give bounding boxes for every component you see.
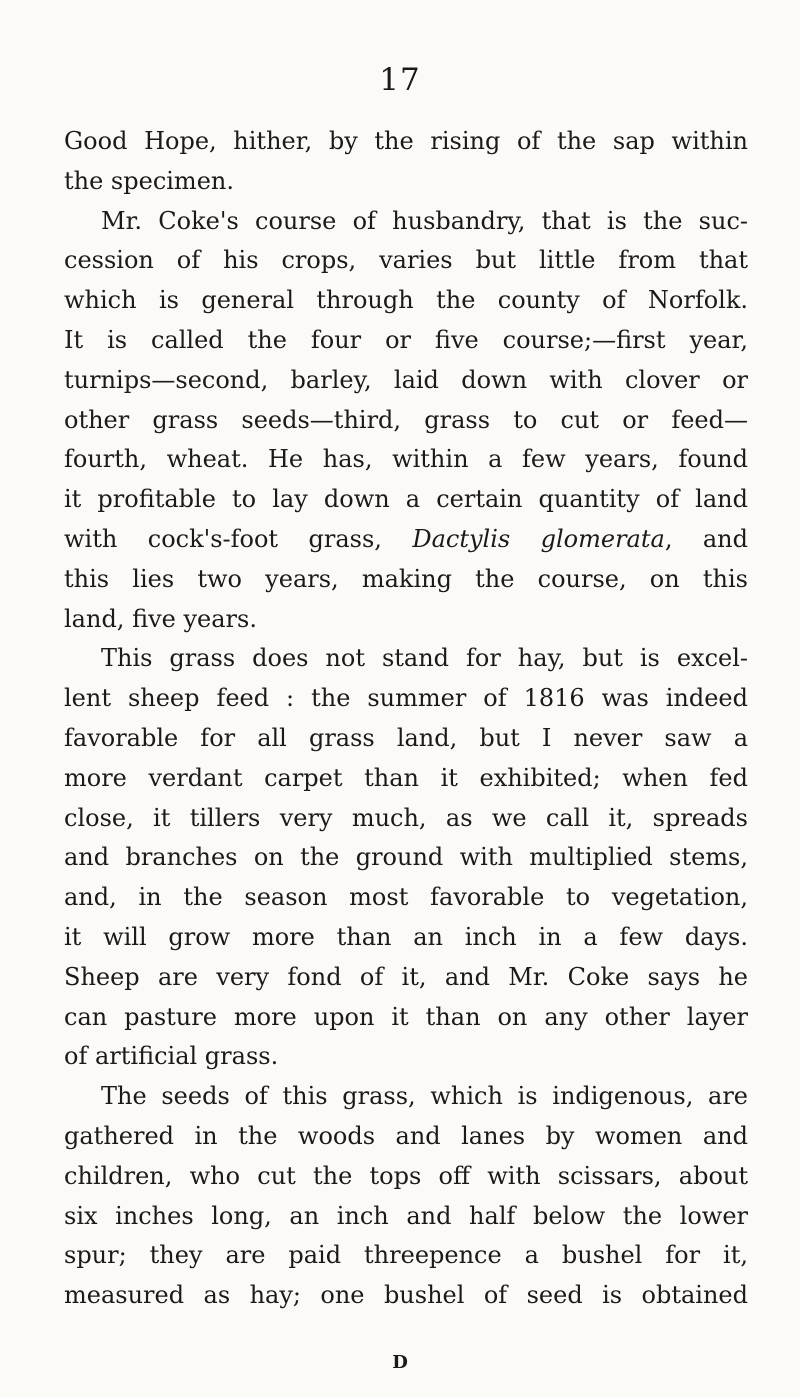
text-segment: , and xyxy=(664,524,748,553)
text-line: favorable for all grass land, but I never saw a xyxy=(64,723,748,752)
text-line: close, it tillers very much, as we call it, spreads xyxy=(64,803,748,832)
text-line: children, who cut the tops off with scissars, about xyxy=(64,1161,748,1190)
text-segment: with cock's-foot grass, xyxy=(64,524,413,553)
text-line: The seeds of this grass, which is indigenous, are xyxy=(101,1082,748,1111)
text-line: of artificial grass. xyxy=(64,1042,279,1071)
signature-mark: D xyxy=(392,1352,408,1373)
text-line: lent sheep feed : the summer of 1816 was indeed xyxy=(64,684,748,713)
species-name: Dactylis glomerata xyxy=(412,524,665,553)
text-line: Mr. Coke's course of husbandry, that is the suc- xyxy=(101,206,748,235)
text-line: measured as hay; one bushel of seed is obtained xyxy=(64,1281,748,1310)
text-line: other grass seeds—third, grass to cut or feed— xyxy=(64,405,748,434)
text-line: turnips—second, barley, laid down with clover or xyxy=(64,365,748,394)
text-line: cession of his crops, varies but little from that xyxy=(64,246,748,275)
text-line: fourth, wheat. He has, within a few years, found xyxy=(64,445,748,474)
text-line: spur; they are paid threepence a bushel for it, xyxy=(64,1241,748,1270)
text-line: this lies two years, making the course, on this xyxy=(64,564,748,593)
text-line: land, five years. xyxy=(64,604,257,633)
text-line: the specimen. xyxy=(64,166,234,195)
text-line: six inches long, an inch and half below the lower xyxy=(64,1201,748,1230)
text-line: can pasture more upon it than on any other layer xyxy=(64,1002,748,1031)
text-line: it profitable to lay down a certain quantity of land xyxy=(64,485,748,514)
text-line: which is general through the county of Norfolk. xyxy=(64,286,748,315)
text-line: and branches on the ground with multiplied stems, xyxy=(64,843,748,872)
text-line: It is called the four or five course;—first year, xyxy=(64,325,748,354)
text-line: more verdant carpet than it exhibited; when fed xyxy=(64,763,748,792)
text-line xyxy=(64,520,748,560)
text-line: it will grow more than an inch in a few days. xyxy=(64,922,748,951)
body-text xyxy=(64,122,748,1316)
text-line: gathered in the woods and lanes by women and xyxy=(64,1121,748,1150)
text-line: and, in the season most favorable to vegetation, xyxy=(64,883,748,912)
text-line: Sheep are very fond of it, and Mr. Coke says he xyxy=(64,962,748,991)
text-line: This grass does not stand for hay, but is excel- xyxy=(101,644,748,673)
text-line: Good Hope, hither, by the rising of the sap within xyxy=(64,127,748,155)
page-number: 17 xyxy=(379,62,421,98)
